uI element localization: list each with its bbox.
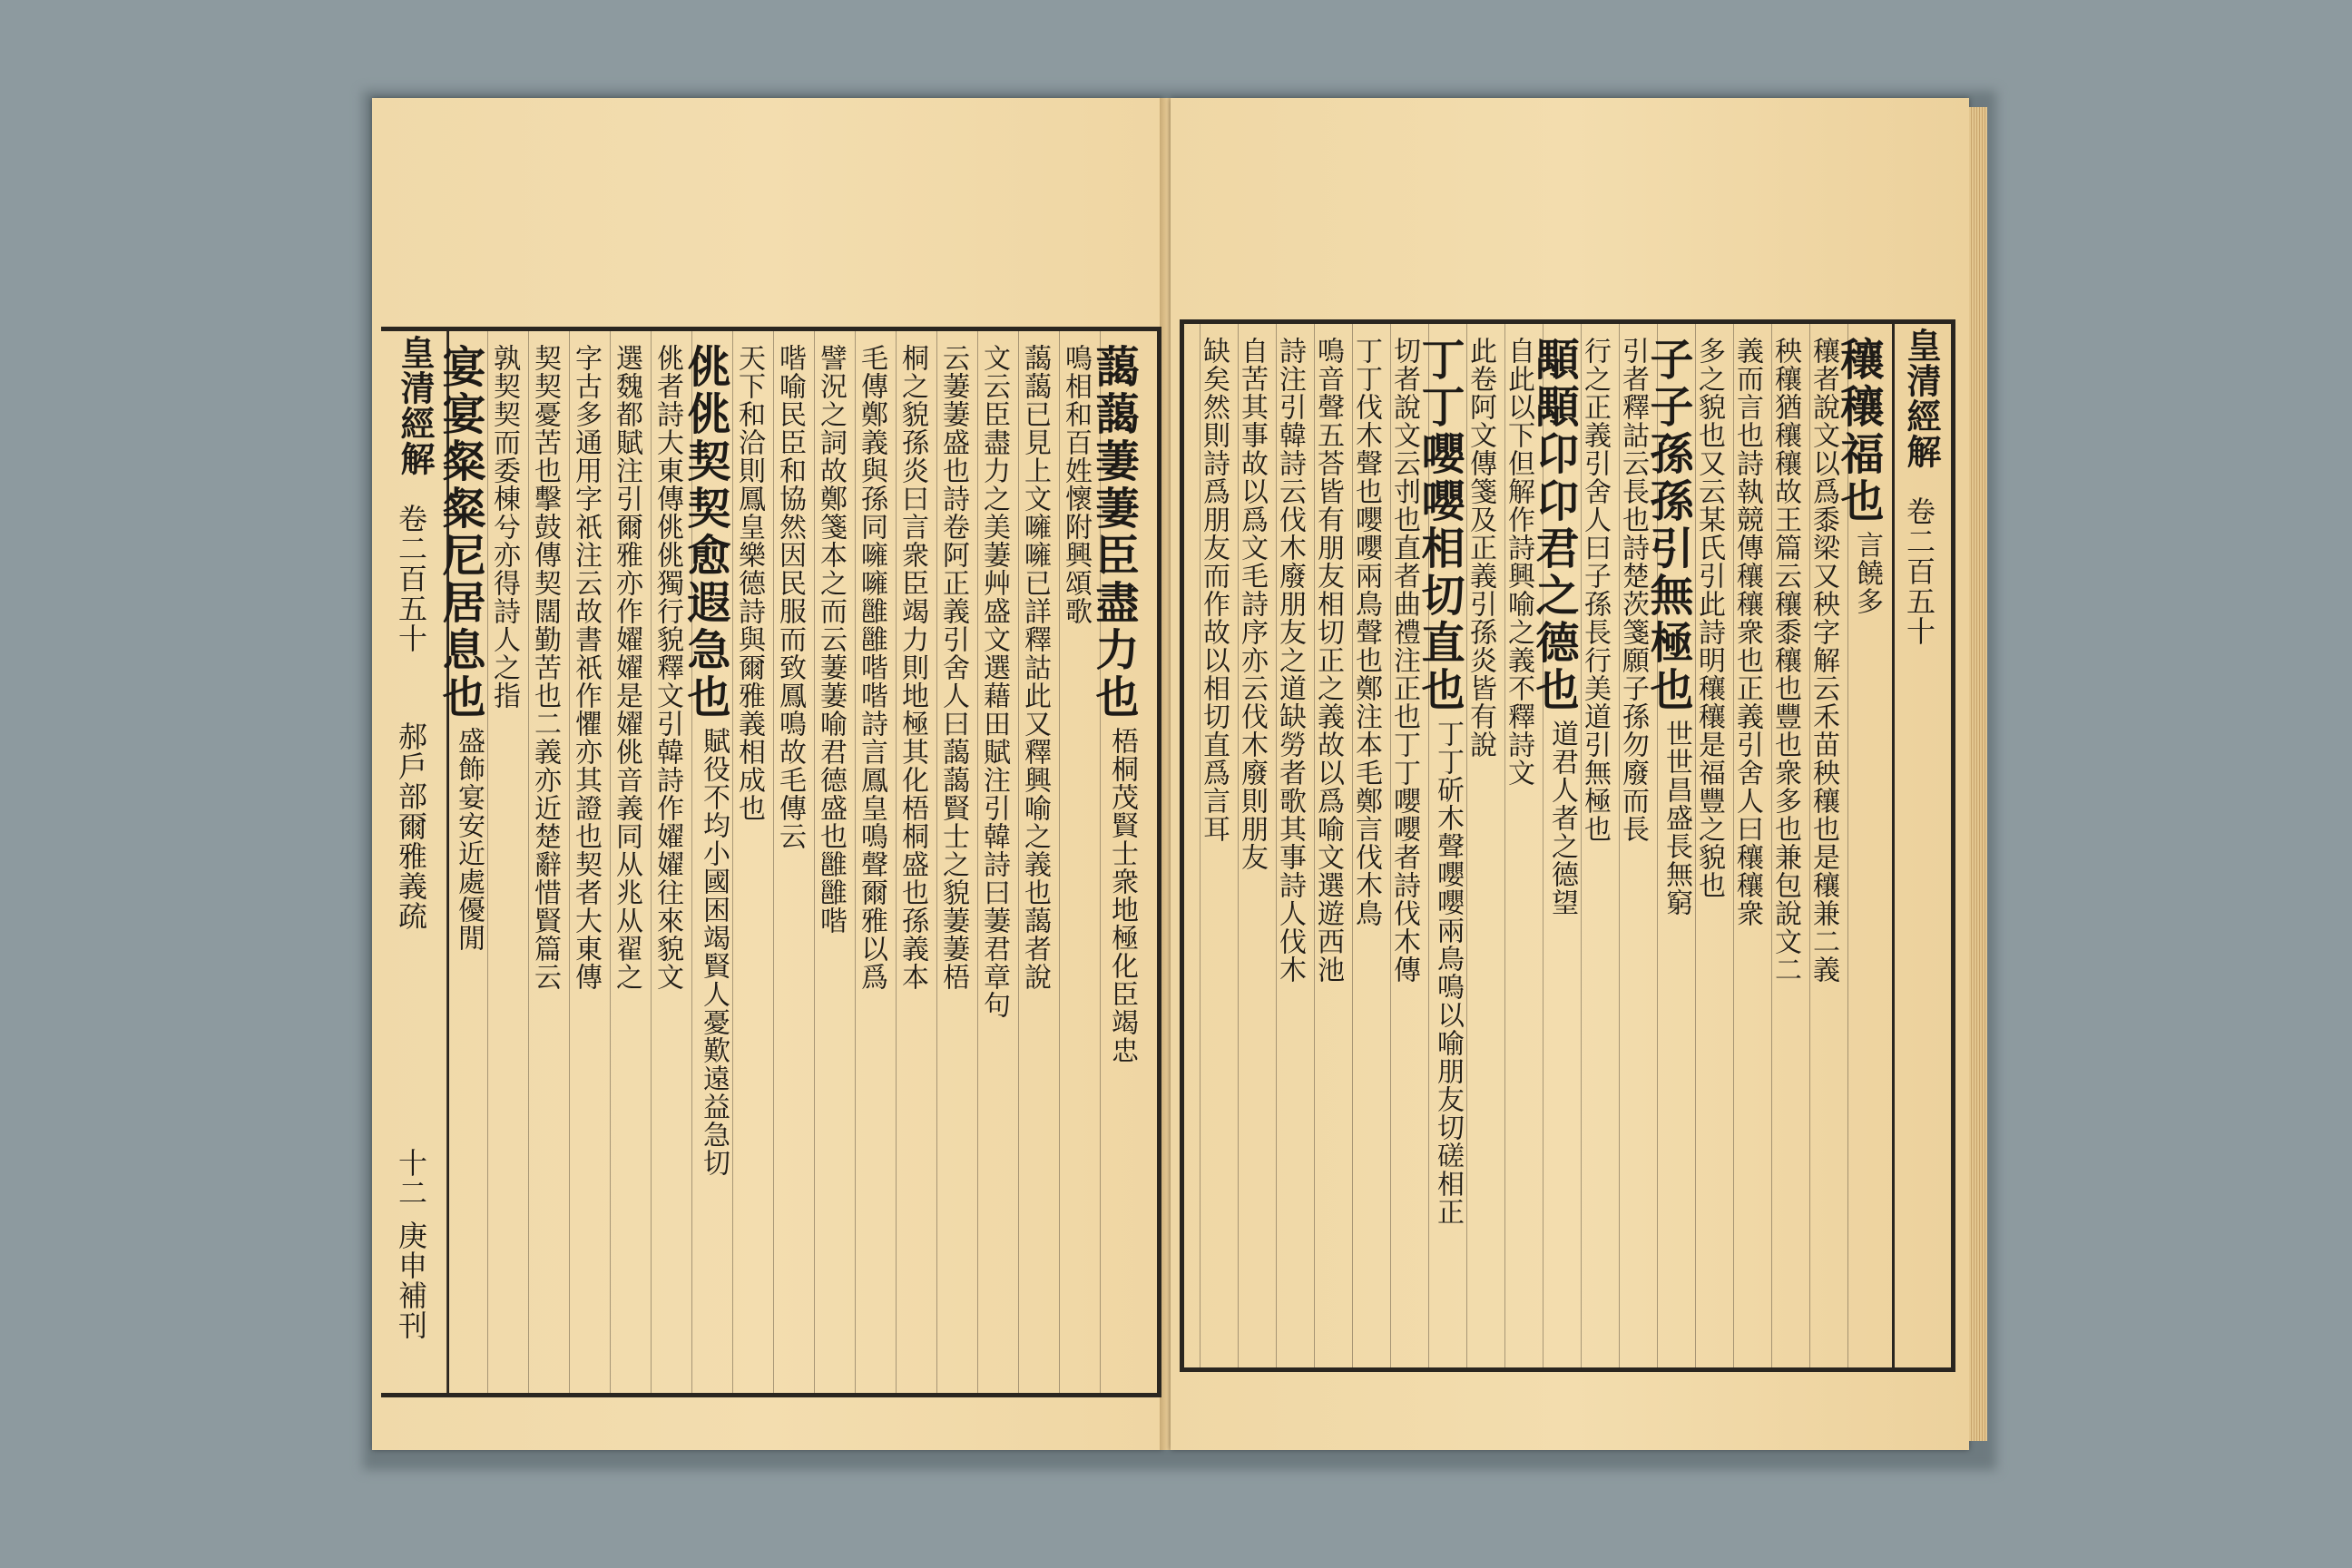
commentary-text: 字古多通用字祇注云故書祇作懼亦其證也契者大東傳 [570, 344, 602, 991]
entry-headword: 佻佻契契愈遐急也 [680, 344, 730, 721]
commentary-text: 此卷阿文傳箋及正義引孫炎皆有說 [1465, 337, 1496, 759]
commentary-text: 詩注引韓詩云伐木廢朋友之道缺勞者歌其事詩人伐木 [1274, 337, 1306, 984]
commentary-text: 缺矣然則詩爲朋友而作故以相切直爲言耳 [1198, 337, 1230, 843]
right-text-frame [1180, 319, 1955, 1372]
commentary-text: 文云臣盡力之美萋艸盛文選藉田賦注引韓詩曰萋君章句 [978, 344, 1010, 1019]
commentary-text: 契契憂苦也擊鼓傳契闊勤苦也二義亦近楚辭惜賢篇云 [529, 344, 561, 991]
commentary-text: 佻者詩大東傳佻佻獨行貌釋文引韓詩作嬥嬥往來貌文 [652, 344, 683, 991]
commentary-text: 毛傳鄭義與孫同噰噰雝雝喈喈詩言鳳皇鳴聲爾雅以爲 [856, 344, 887, 991]
commentary-text: 道君人者之德望 [1546, 720, 1578, 916]
entry-headword: 宴宴粲粲尼居息也 [435, 344, 485, 721]
commentary-text: 鳴相和百姓懷附興頌歌 [1060, 344, 1092, 625]
commentary-text: 切者說文云刌也直者曲禮注正也丁丁嚶嚶者詩伐木傳 [1388, 337, 1420, 984]
commentary-text: 選魏都賦注引爾雅亦作嬥嬥是嬥佻音義同从兆从翟之 [611, 344, 642, 991]
commentary-text: 言饒多 [1851, 531, 1883, 615]
commentary-text: 行之正義引舍人曰子孫長行美道引無極也 [1579, 337, 1611, 843]
right-margin-strip [1892, 324, 1951, 1367]
commentary-text: 桐之貌孫炎曰言衆臣竭力則地極其化梧桐盛也孫義本 [897, 344, 928, 991]
entry-headword: 丁丁嚶嚶相切直也 [1414, 337, 1465, 714]
margin-folio: 十二 [394, 1148, 428, 1208]
commentary-text: 天下和洽則鳳皇樂德詩與爾雅義相成也 [733, 344, 765, 822]
commentary-text: 云萋萋盛也詩卷阿正義引舍人曰藹藹賢士之貌萋萋梧 [937, 344, 969, 991]
commentary-text: 世世昌盛長無窮 [1661, 720, 1692, 916]
margin-volume: 卷二百五十 [394, 504, 428, 653]
margin-title: 皇清經解 [1901, 328, 1942, 469]
entry-headword: 子子孫孫引無極也 [1642, 337, 1693, 714]
commentary-text: 賦役不均小國困竭賢人憂歎遠益急切 [698, 727, 730, 1177]
commentary-text: 梧桐茂賢士衆地極化臣竭忠 [1106, 727, 1138, 1064]
margin-edition: 庚申補刊 [394, 1220, 428, 1340]
margin-source: 郝戶部爾雅義疏 [394, 721, 428, 931]
commentary-text: 譬況之詞故鄭箋本之而云萋萋喻君德盛也雝雝喈 [815, 344, 847, 935]
entry-headword: 顒顒卬卬君之德也 [1528, 337, 1579, 714]
entry-headword: 穰穰福也 [1833, 337, 1884, 525]
margin-volume: 卷二百五十 [1902, 496, 1936, 646]
entry-headword: 藹藹萋萋臣盡力也 [1088, 344, 1139, 721]
commentary-text: 引者釋詁云長也詩楚茨箋願子孫勿廢而長 [1617, 337, 1649, 843]
commentary-text: 自苦其事故以爲文毛詩序亦云伐木廢則朋友 [1236, 337, 1268, 871]
commentary-text: 盛飾宴安近處優閒 [453, 727, 485, 952]
commentary-text: 藹藹已見上文噰噰已詳釋詁此又釋興喻之義也藹者說 [1019, 344, 1051, 991]
left-text-frame [381, 327, 1161, 1397]
commentary-text: 義而言也詩執競傳穰穰衆也正義引舍人曰穰穰衆 [1731, 337, 1763, 927]
commentary-text: 鳴音聲五荅皆有朋友相切正之義故以爲喻文選遊西池 [1312, 337, 1344, 984]
page-edges [1969, 107, 1987, 1441]
commentary-text: 孰契契而委棟兮亦得詩人之指 [488, 344, 520, 710]
margin-title: 皇清經解 [395, 335, 436, 476]
commentary-text: 多之貌也又云某氏引此詩明穰穰是福豐之貌也 [1693, 337, 1725, 899]
commentary-text: 穰者說文以爲黍梁又秧字解云禾苗秧穰也是穰兼二義 [1808, 337, 1839, 984]
commentary-text: 自此以下但解作詩興喻之義不釋詩文 [1503, 337, 1534, 787]
commentary-text: 秧穰猶穰穰故王篇云穰黍穰也豐也衆多也兼包說文二 [1769, 337, 1801, 984]
commentary-text: 丁丁伐木聲也嚶嚶兩鳥聲也鄭注本毛鄭言伐木鳥 [1350, 337, 1382, 927]
commentary-text: 丁丁斫木聲嚶嚶兩鳥鳴以喻朋友切磋相正 [1432, 720, 1464, 1226]
commentary-text: 喈喻民臣和協然因民服而致鳳鳴故毛傳云 [774, 344, 806, 850]
